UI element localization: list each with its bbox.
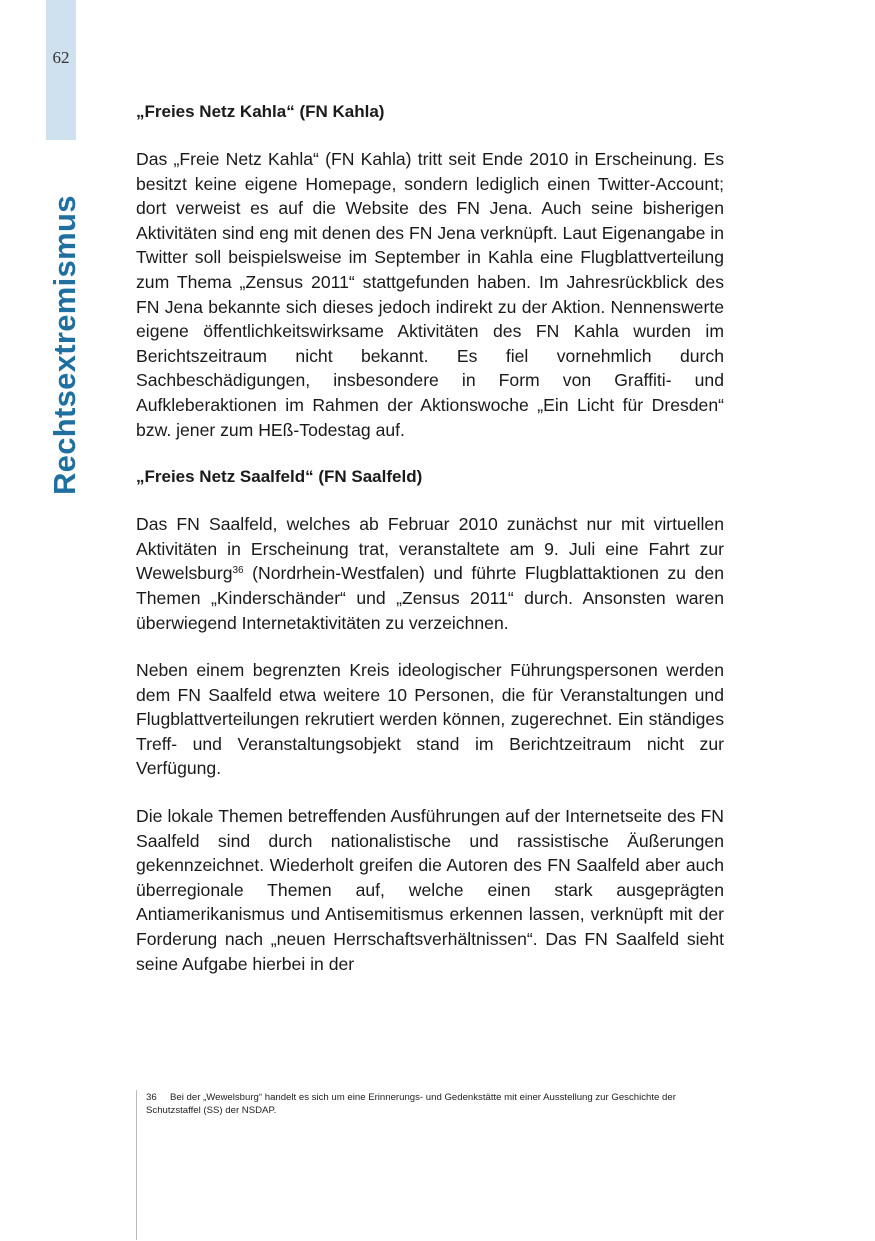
footnote-number: 36 [146, 1092, 157, 1103]
footnote-reference: 36 [232, 565, 244, 577]
main-content [136, 100, 724, 976]
footnote [146, 1091, 726, 1117]
heading-fn-kahla: „Freies Netz Kahla“ (FN Kahla) [136, 102, 385, 121]
paragraph-text-end: (Nordrhein-Westfalen) und führte Flugblattaktionen zu den Themen „Kinderschänder“ und „Zensus 2011“ durch. Ansonsten waren überwiegend Internetaktivitäten zu verzeichnen. [136, 563, 724, 633]
paragraph-fn-saalfeld-members: Neben einem begrenzten Kreis ideologischer Führungspersonen werden dem FN Saalfeld etwa weitere 10 Personen, die für Veranstaltungen und Flugblattverteilungen rekrutiert werden können, zugerechnet. Ein ständiges Treff- und Veranstaltungsobjekt stand im Berichtzeitraum nicht zur Verfügung. [136, 660, 724, 779]
page-number: 62 [52, 48, 70, 67]
footnote-text: Bei der „Wewelsburg“ handelt es sich um eine Erinnerungs- und Gedenkstätte mit einer Ausstellung zur Geschichte der Schutzstaffel (SS) der NSDAP. [146, 1092, 676, 1116]
footnote-rule [136, 1090, 137, 1240]
paragraph-fn-saalfeld-website: Die lokale Themen betreffenden Ausführungen auf der Internetseite des FN Saalfeld sind durch nationalistische und rassistische Äußerungen gekennzeichnet. Wiederholt greifen die Autoren des FN Saalfeld aber auch überregionale Themen auf, welche einen stark ausgeprägten Antiamerikanismus und Antisemitismus erkennen lassen, verknüpft mit der Forderung nach „neuen Herrschaftsverhältnissen“. Das FN Saalfeld sieht seine Aufgabe hierbei in der [136, 806, 724, 974]
paragraph-fn-kahla: Das „Freie Netz Kahla“ (FN Kahla) tritt seit Ende 2010 in Erscheinung. Es besitzt keine eigene Homepage, sondern lediglich einen Twitter-Account; dort verweist es auf die Website des FN Jena. Auch seine bisherigen Aktivitäten sind eng mit denen des FN Jena verknüpft. Laut Eigenangabe in Twitter soll beispielsweise im September in Kahla eine Flugblattverteilung zum Thema „Zensus 2011“ stattgefunden haben. Im Jahresrückblick des FN Jena bekannte sich dieses jedoch indirekt zu der Aktion. Nennenswerte eigene öffentlichkeitswirksame Aktivitäten des FN Kahla wurden im Berichtszeitraum nicht bekannt. Es fiel vornehmlich durch Sachbeschädigungen, insbesondere in Form von Graffiti- und Aufkleberaktionen im Rahmen der Aktionswoche „Ein Licht für Dresden“ bzw. jener zum HEß-Todestag auf. [136, 149, 724, 440]
heading-fn-saalfeld: „Freies Netz Saalfeld“ (FN Saalfeld) [136, 467, 423, 487]
side-tab [46, 0, 76, 140]
paragraph-fn-saalfeld-activities [136, 512, 724, 635]
paragraph-text-start: Das FN Saalfeld, welches ab Februar 2010 zunächst nur mit virtuellen Aktivitäten in Erscheinung trat, veranstaltete am 9. Juli eine Fahrt zur Wewelsburg [136, 514, 724, 584]
section-label: Rechtsextremismus [47, 195, 82, 495]
